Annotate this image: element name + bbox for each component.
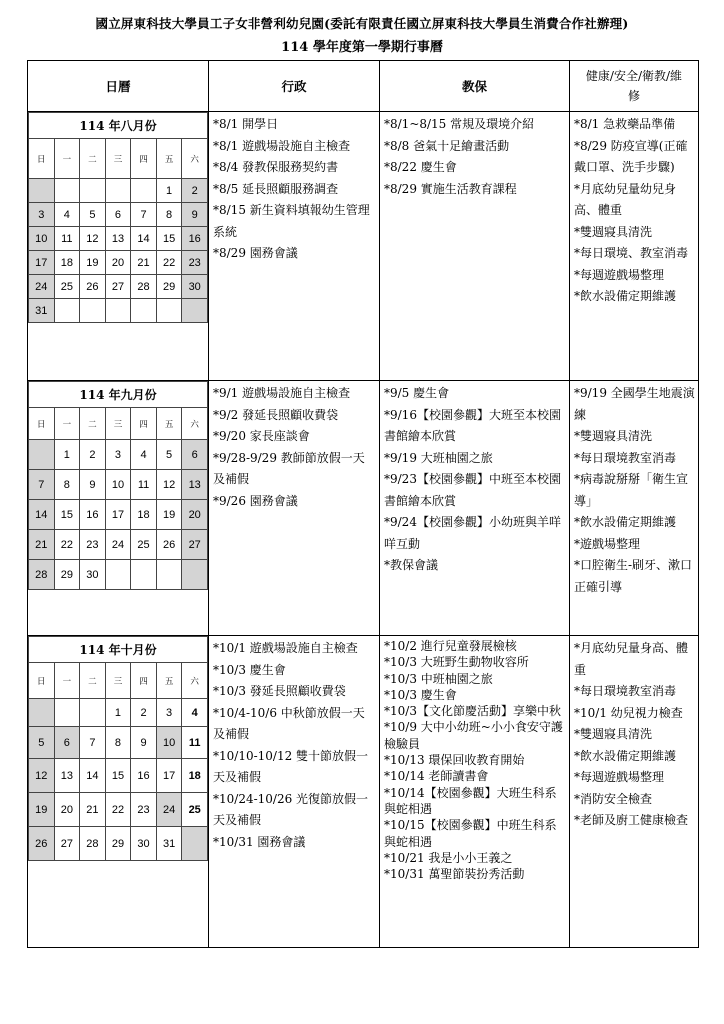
schedule-item: *每週遊戲場整理 xyxy=(574,267,665,282)
schedule-item: *病毒說掰掰「衛生宣導」 xyxy=(574,472,689,508)
schedule-table xyxy=(27,60,699,948)
schedule-item: *10/3 慶生會 xyxy=(384,687,457,702)
schedule-item: *教保會議 xyxy=(384,558,439,572)
weekday-label: 日 xyxy=(29,408,55,440)
schedule-item: *8/1 遊戲場設施自主檢查 xyxy=(213,138,351,153)
calendar-day: 29 xyxy=(54,560,80,590)
calendar-day: 29 xyxy=(105,827,131,861)
calendar-day: 22 xyxy=(156,251,182,275)
calendar-day xyxy=(54,179,80,203)
calendar-day: 30 xyxy=(131,827,157,861)
calendar-day: 18 xyxy=(182,759,208,793)
month-title: 114 年八月份 xyxy=(29,113,208,139)
health-oct xyxy=(570,636,699,948)
schedule-item: *10/13 環保回收教育開始 xyxy=(384,753,525,768)
calendar-day xyxy=(131,179,157,203)
calendar-day: 9 xyxy=(80,470,106,500)
schedule-item: *10/1 幼兒視力檢查 xyxy=(574,705,683,720)
calendar-day: 4 xyxy=(182,699,208,727)
schedule-item: *10/3【文化節慶活動】享樂中秋 xyxy=(384,704,561,719)
schedule-item: *遊戲場整理 xyxy=(574,536,641,551)
calendar-day: 23 xyxy=(131,793,157,827)
calendar-day xyxy=(105,299,131,323)
schedule-item: *8/29 園務會議 xyxy=(213,246,298,260)
calendar-day xyxy=(29,179,55,203)
schedule-item: *8/5 延長照顧服務調查 xyxy=(213,181,339,196)
schedule-item: *8/29 實施生活教育課程 xyxy=(384,181,517,196)
calendar-day: 7 xyxy=(80,727,106,759)
header-admin: 行政 xyxy=(209,61,380,112)
calendar-day: 4 xyxy=(54,203,80,227)
schedule-item: *9/19 全國學生地震演練 xyxy=(574,386,695,422)
schedule-item: *每日環境、教室消毒 xyxy=(574,246,689,260)
weekday-label: 六 xyxy=(182,663,208,699)
schedule-item: *10/9 大中小幼班~小小食安守護檢驗員 xyxy=(384,720,563,751)
calendar-sep xyxy=(28,381,209,636)
health-sep xyxy=(570,381,699,636)
schedule-item: *飲水設備定期維護 xyxy=(574,289,677,303)
calendar-day xyxy=(156,299,182,323)
weekday-label: 一 xyxy=(54,139,80,179)
calendar-day: 16 xyxy=(182,227,208,251)
calendar-day: 8 xyxy=(105,727,131,759)
schedule-item: *10/31 園務會議 xyxy=(213,834,306,849)
admin-oct xyxy=(209,636,380,948)
weekday-label: 二 xyxy=(80,139,106,179)
calendar-day: 17 xyxy=(105,500,131,530)
schedule-item: *10/14【校園參觀】大班生科系與蛇相遇 xyxy=(384,785,557,816)
calendar-day: 5 xyxy=(29,727,55,759)
calendar-day xyxy=(131,299,157,323)
schedule-item: *9/2 發延長照顧收費袋 xyxy=(213,407,339,422)
schedule-item: *月底幼兒量身高、體重 xyxy=(574,641,689,677)
calendar-day xyxy=(182,299,208,323)
weekday-label: 三 xyxy=(105,408,131,440)
weekday-label: 一 xyxy=(54,408,80,440)
calendar-day: 2 xyxy=(131,699,157,727)
month-row-oct xyxy=(28,636,699,948)
weekday-label: 三 xyxy=(105,139,131,179)
calendar-day xyxy=(182,560,208,590)
schedule-item: *飲水設備定期維護 xyxy=(574,748,677,763)
calendar-day: 10 xyxy=(105,470,131,500)
weekday-label: 四 xyxy=(131,663,157,699)
calendar-day: 26 xyxy=(29,827,55,861)
weekday-label: 二 xyxy=(80,663,106,699)
calendar-day xyxy=(54,699,80,727)
header-care: 教保 xyxy=(380,61,570,112)
calendar-day: 21 xyxy=(29,530,55,560)
schedule-item: *10/15【校園參觀】中班生科系與蛇相遇 xyxy=(384,818,557,849)
calendar-day: 14 xyxy=(131,227,157,251)
weekday-label: 五 xyxy=(156,408,182,440)
month-row-sep xyxy=(28,381,699,636)
calendar-day: 20 xyxy=(105,251,131,275)
calendar-oct xyxy=(28,636,209,948)
calendar-day: 11 xyxy=(182,727,208,759)
schedule-item: *9/5 慶生會 xyxy=(384,386,450,400)
calendar-day: 24 xyxy=(105,530,131,560)
month-calendar xyxy=(28,636,208,861)
calendar-day: 27 xyxy=(54,827,80,861)
schedule-item: *10/3 慶生會 xyxy=(213,662,286,677)
calendar-day: 27 xyxy=(105,275,131,299)
calendar-day: 6 xyxy=(182,440,208,470)
schedule-item: *9/28-9/29 教師節放假一天及補假 xyxy=(213,450,365,486)
calendar-day: 16 xyxy=(131,759,157,793)
month-row-aug xyxy=(28,112,699,381)
calendar-day: 7 xyxy=(131,203,157,227)
health-aug xyxy=(570,112,699,381)
schedule-item: *每週遊戲場整理 xyxy=(574,770,665,784)
calendar-day: 28 xyxy=(131,275,157,299)
weekday-label: 四 xyxy=(131,408,157,440)
calendar-day: 11 xyxy=(54,227,80,251)
calendar-day: 9 xyxy=(182,203,208,227)
calendar-day xyxy=(54,299,80,323)
schedule-item: *8/8 爸氣十足繪畫活動 xyxy=(384,138,510,153)
schedule-item: *每日環境教室消毒 xyxy=(574,684,677,698)
schedule-item: *10/1 遊戲場設施自主檢查 xyxy=(213,641,358,655)
calendar-day: 19 xyxy=(29,793,55,827)
calendar-day: 7 xyxy=(29,470,55,500)
calendar-day xyxy=(80,699,106,727)
calendar-day: 10 xyxy=(29,227,55,251)
header-health-line1: 健康/安全/衛教/維 xyxy=(585,69,683,83)
calendar-day xyxy=(156,560,182,590)
calendar-day: 18 xyxy=(131,500,157,530)
calendar-day: 14 xyxy=(29,500,55,530)
month-title: 114 年九月份 xyxy=(29,382,208,408)
calendar-day xyxy=(80,179,106,203)
calendar-day: 1 xyxy=(105,699,131,727)
calendar-day: 23 xyxy=(80,530,106,560)
calendar-day xyxy=(80,299,106,323)
document-subtitle: 114 學年度第一學期行事曆 xyxy=(281,40,443,55)
weekday-label: 三 xyxy=(105,663,131,699)
calendar-day: 1 xyxy=(156,179,182,203)
schedule-item: *8/4 發教保服務契約書 xyxy=(213,160,339,174)
calendar-day: 3 xyxy=(156,699,182,727)
schedule-item: *10/3 發延長照顧收費袋 xyxy=(213,684,346,698)
weekday-label: 日 xyxy=(29,139,55,179)
calendar-day: 28 xyxy=(29,560,55,590)
calendar-day: 25 xyxy=(131,530,157,560)
calendar-day: 9 xyxy=(131,727,157,759)
calendar-day: 5 xyxy=(156,440,182,470)
care-sep xyxy=(380,381,570,636)
calendar-day: 26 xyxy=(80,275,106,299)
schedule-item: *雙週寢具清洗 xyxy=(574,429,653,443)
weekday-label: 日 xyxy=(29,663,55,699)
weekday-label: 四 xyxy=(131,139,157,179)
schedule-item: *雙週寢具清洗 xyxy=(574,224,653,239)
calendar-day: 15 xyxy=(105,759,131,793)
calendar-day: 3 xyxy=(29,203,55,227)
calendar-day: 15 xyxy=(54,500,80,530)
calendar-day: 2 xyxy=(80,440,106,470)
month-title: 114 年十月份 xyxy=(29,637,208,663)
calendar-day: 31 xyxy=(29,299,55,323)
calendar-day: 27 xyxy=(182,530,208,560)
calendar-day: 24 xyxy=(29,275,55,299)
calendar-day: 16 xyxy=(80,500,106,530)
weekday-label: 五 xyxy=(156,139,182,179)
calendar-day xyxy=(182,827,208,861)
schedule-item: *9/26 園務會議 xyxy=(213,493,298,508)
schedule-item: *10/10-10/12 雙十節放假一天及補假 xyxy=(213,748,369,784)
schedule-item: *8/1~8/15 常規及環境介紹 xyxy=(384,117,535,131)
schedule-item: *9/23【校園參觀】中班至本校園書館繪本欣賞 xyxy=(384,472,561,508)
month-calendar xyxy=(28,112,208,323)
calendar-day: 12 xyxy=(156,470,182,500)
calendar-day xyxy=(131,560,157,590)
schedule-item: *10/2 進行兒童發展檢核 xyxy=(384,639,517,653)
calendar-day: 14 xyxy=(80,759,106,793)
schedule-item: *8/1 急救藥品準備 xyxy=(574,117,676,131)
calendar-day xyxy=(105,179,131,203)
schedule-item: *9/24【校園參觀】小幼班與羊咩咩互動 xyxy=(384,515,561,551)
schedule-item: *10/24-10/26 光復節放假一天及補假 xyxy=(213,791,369,827)
schedule-item: *10/31 萬聖節裝扮秀活動 xyxy=(384,867,525,882)
schedule-item: *9/19 大班柚園之旅 xyxy=(384,450,493,465)
calendar-day: 31 xyxy=(156,827,182,861)
document-title: 國立屏東科技大學員工子女非營利幼兒園(委託有限責任國立屏東科技大學員生消費合作社辦理) xyxy=(95,16,629,31)
calendar-day: 11 xyxy=(131,470,157,500)
schedule-item: *9/20 家長座談會 xyxy=(213,429,310,443)
calendar-day: 29 xyxy=(156,275,182,299)
calendar-day: 30 xyxy=(80,560,106,590)
calendar-day: 25 xyxy=(182,793,208,827)
schedule-item: *10/21 我是小小王義之 xyxy=(384,850,513,865)
calendar-day: 12 xyxy=(80,227,106,251)
calendar-day: 30 xyxy=(182,275,208,299)
calendar-day: 5 xyxy=(80,203,106,227)
calendar-day: 25 xyxy=(54,275,80,299)
calendar-day: 24 xyxy=(156,793,182,827)
schedule-item: *老師及廚工健康檢查 xyxy=(574,813,689,827)
calendar-day: 20 xyxy=(54,793,80,827)
calendar-day: 10 xyxy=(156,727,182,759)
calendar-day: 22 xyxy=(105,793,131,827)
calendar-day xyxy=(29,699,55,727)
calendar-day: 19 xyxy=(80,251,106,275)
care-oct xyxy=(380,636,570,948)
calendar-day: 18 xyxy=(54,251,80,275)
calendar-day: 28 xyxy=(80,827,106,861)
schedule-item: *10/3 中班柚園之旅 xyxy=(384,671,493,686)
calendar-day xyxy=(105,560,131,590)
calendar-day: 8 xyxy=(54,470,80,500)
calendar-day: 1 xyxy=(54,440,80,470)
schedule-item: *10/14 老師讀書會 xyxy=(384,769,489,784)
admin-sep xyxy=(209,381,380,636)
weekday-label: 六 xyxy=(182,408,208,440)
weekday-label: 五 xyxy=(156,663,182,699)
calendar-day: 13 xyxy=(182,470,208,500)
weekday-label: 一 xyxy=(54,663,80,699)
header-health xyxy=(570,61,699,112)
calendar-day: 2 xyxy=(182,179,208,203)
calendar-day: 15 xyxy=(156,227,182,251)
schedule-item: *飲水設備定期維護 xyxy=(574,515,677,529)
weekday-label: 二 xyxy=(80,408,106,440)
calendar-day: 21 xyxy=(80,793,106,827)
care-aug xyxy=(380,112,570,381)
schedule-item: *9/1 遊戲場設施自主檢查 xyxy=(213,386,351,400)
calendar-day: 12 xyxy=(29,759,55,793)
calendar-day: 8 xyxy=(156,203,182,227)
calendar-day: 3 xyxy=(105,440,131,470)
calendar-day: 17 xyxy=(156,759,182,793)
schedule-item: *雙週寢具清洗 xyxy=(574,727,653,741)
calendar-day: 13 xyxy=(105,227,131,251)
calendar-day: 23 xyxy=(182,251,208,275)
schedule-item: *口腔衛生-刷牙、漱口正確引導 xyxy=(574,558,693,594)
schedule-item: *8/1 開學日 xyxy=(213,117,279,131)
schedule-item: *10/4-10/6 中秋節放假一天及補假 xyxy=(213,705,365,741)
calendar-day: 19 xyxy=(156,500,182,530)
calendar-day: 21 xyxy=(131,251,157,275)
calendar-day xyxy=(29,440,55,470)
admin-aug xyxy=(209,112,380,381)
calendar-aug xyxy=(28,112,209,381)
calendar-day: 6 xyxy=(105,203,131,227)
month-calendar xyxy=(28,381,208,590)
header-health-line2: 修 xyxy=(627,89,640,103)
calendar-day: 4 xyxy=(131,440,157,470)
schedule-item: *10/3 大班野生動物收容所 xyxy=(384,655,529,670)
schedule-item: *月底幼兒量幼兒身高、體重 xyxy=(574,181,677,217)
schedule-item: *9/16【校園參觀】大班至本校園書館繪本欣賞 xyxy=(384,407,561,443)
header-calendar: 日曆 xyxy=(28,61,209,112)
calendar-day: 6 xyxy=(54,727,80,759)
weekday-label: 六 xyxy=(182,139,208,179)
calendar-day: 20 xyxy=(182,500,208,530)
calendar-day: 17 xyxy=(29,251,55,275)
calendar-day: 22 xyxy=(54,530,80,560)
schedule-item: *8/15 新生資料填報幼生管理系統 xyxy=(213,203,370,239)
calendar-day: 26 xyxy=(156,530,182,560)
schedule-item: *8/29 防疫宣導(正確戴口罩、洗手步驟) xyxy=(574,138,688,174)
schedule-item: *消防安全檢查 xyxy=(574,791,653,806)
schedule-item: *8/22 慶生會 xyxy=(384,160,457,174)
schedule-item: *每日環境教室消毒 xyxy=(574,450,677,465)
calendar-day: 13 xyxy=(54,759,80,793)
